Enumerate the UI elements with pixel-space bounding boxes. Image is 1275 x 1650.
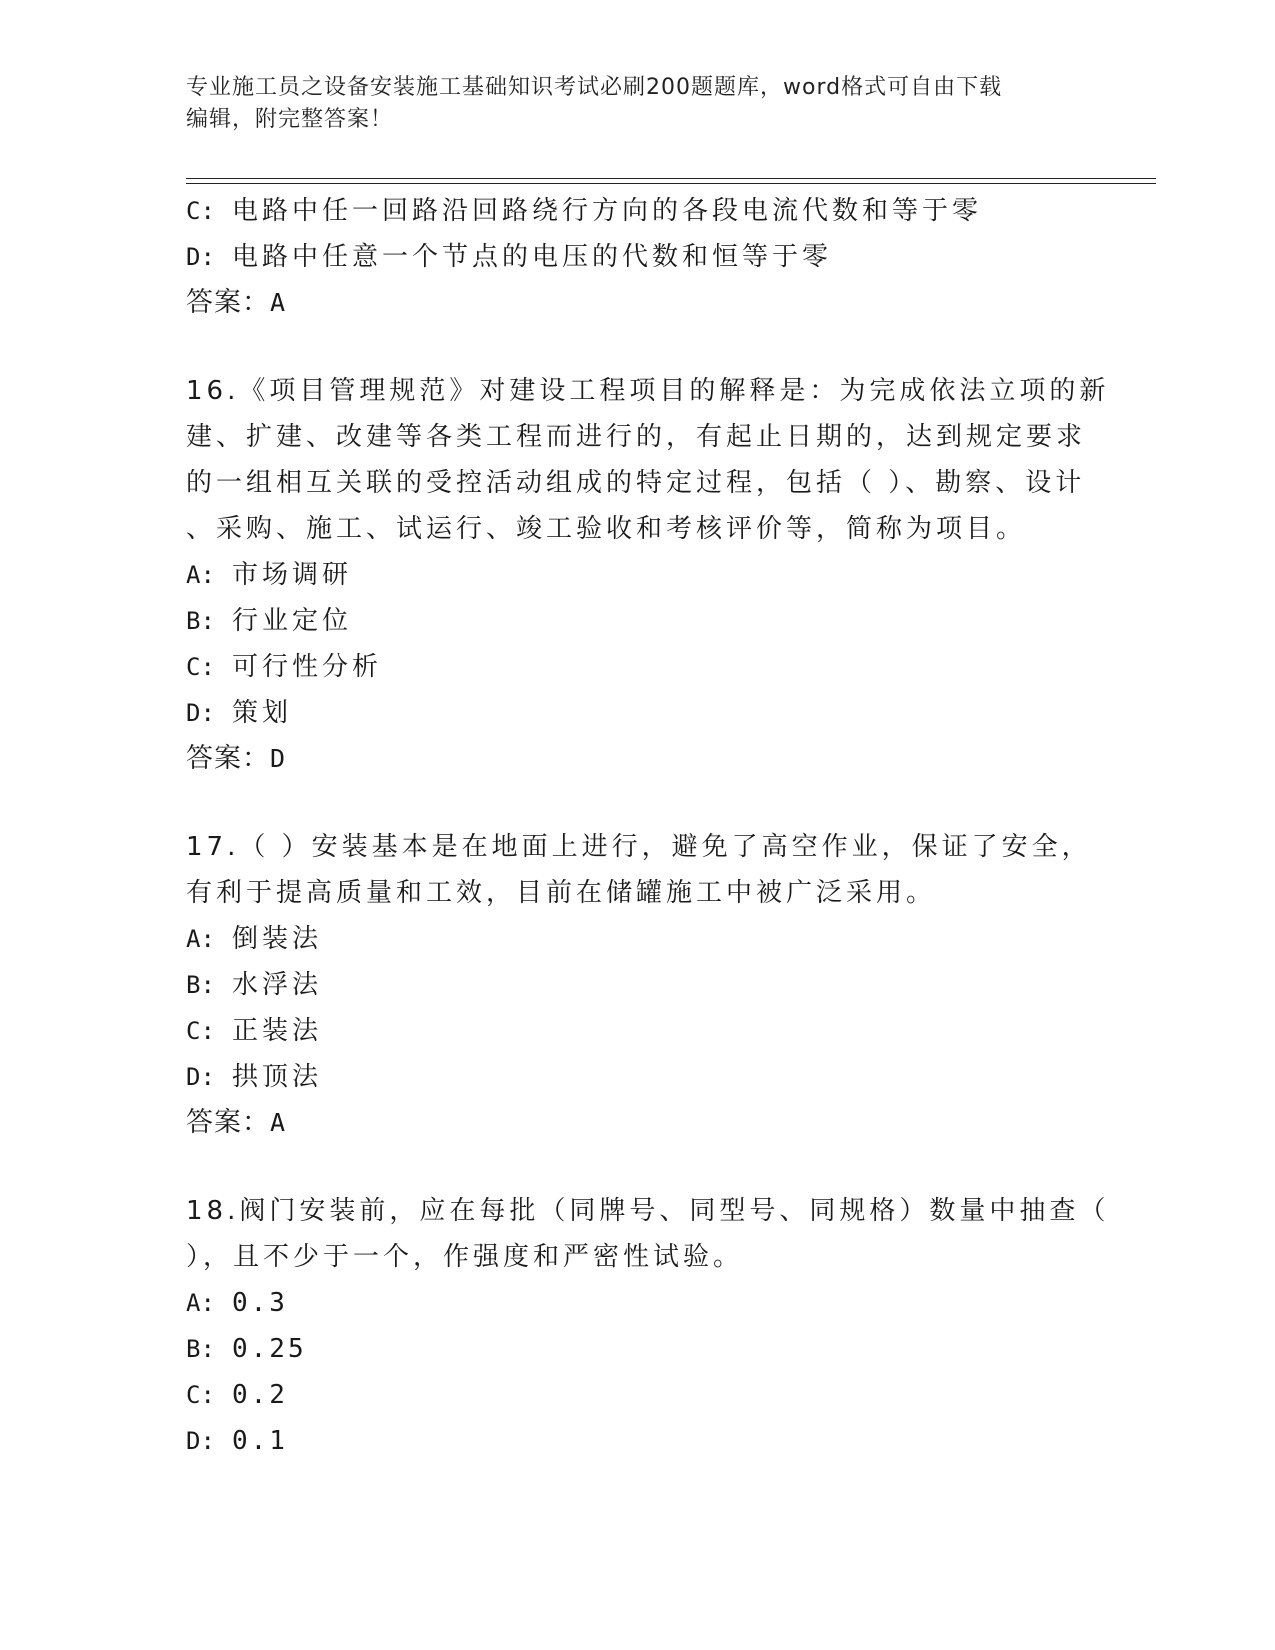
option-letter: C: xyxy=(186,1017,215,1045)
option-letter: D: xyxy=(186,243,215,271)
option-text: 电路中任一回路沿回路绕行方向的各段电流代数和等于零 xyxy=(232,196,983,226)
option-letter: A: xyxy=(186,561,215,589)
option-text: 行业定位 xyxy=(232,606,353,636)
option-d xyxy=(186,234,1086,280)
question-text-line: 建、扩建、改建等各类工程而进行的，有起止日期的，达到规定要求 xyxy=(186,422,1087,452)
option-a xyxy=(186,916,1086,962)
option-d xyxy=(186,1418,1086,1464)
option-text: 0.2 xyxy=(232,1380,288,1410)
option-letter: C: xyxy=(186,653,215,681)
option-text: 0.3 xyxy=(232,1288,288,1318)
answer-label: 答案： xyxy=(186,287,270,318)
question-text-line: 18.阀门安装前，应在每批（同牌号、同型号、同规格）数量中抽查（ xyxy=(186,1196,1110,1226)
header-title-line-2: 编辑，附完整答案！ xyxy=(186,107,394,132)
answer-label: 答案： xyxy=(186,743,270,774)
answer-value: A xyxy=(270,288,287,317)
option-letter: B: xyxy=(186,607,215,635)
option-text: 0.25 xyxy=(232,1334,307,1364)
option-letter: B: xyxy=(186,1335,215,1363)
option-letter: D: xyxy=(186,1427,215,1455)
option-b xyxy=(186,598,1086,644)
option-text: 水浮法 xyxy=(232,970,323,1000)
question-text-line: 有利于提高质量和工效，目前在储罐施工中被广泛采用。 xyxy=(186,878,937,908)
option-letter: D: xyxy=(186,699,215,727)
answer-value: D xyxy=(270,744,287,773)
option-text: 市场调研 xyxy=(232,560,353,590)
option-text: 电路中任意一个节点的电压的代数和恒等于零 xyxy=(232,242,833,272)
option-letter: D: xyxy=(186,1063,215,1091)
answer-label: 答案： xyxy=(186,1107,270,1138)
option-a xyxy=(186,1280,1086,1326)
answer-line xyxy=(186,736,1086,782)
question-text-line: 、采购、施工、试运行、竣工验收和考核评价等，简称为项目。 xyxy=(186,514,1027,544)
option-letter: C: xyxy=(186,1381,215,1409)
question-text-line: 16.《项目管理规范》对建设工程项目的解释是：为完成依法立项的新 xyxy=(186,376,1110,406)
question-16 xyxy=(186,368,1110,782)
option-text: 可行性分析 xyxy=(232,652,383,682)
option-d xyxy=(186,690,1086,736)
option-text: 倒装法 xyxy=(232,924,323,954)
option-a xyxy=(186,552,1086,598)
answer-value: A xyxy=(270,1108,287,1137)
option-text: 正装法 xyxy=(232,1016,323,1046)
option-letter: C: xyxy=(186,197,215,225)
option-c xyxy=(186,188,1086,234)
option-c xyxy=(186,1008,1086,1054)
question-18 xyxy=(186,1188,1110,1464)
option-letter: A: xyxy=(186,1289,215,1317)
question-15-tail xyxy=(186,188,1086,326)
option-text: 0.1 xyxy=(232,1426,288,1456)
option-text: 拱顶法 xyxy=(232,1062,323,1092)
question-text-line: 17.（ ）安装基本是在地面上进行，避免了高空作业，保证了安全， xyxy=(186,832,1092,862)
answer-line xyxy=(186,280,1086,326)
option-b xyxy=(186,1326,1086,1372)
option-letter: A: xyxy=(186,925,215,953)
option-b xyxy=(186,962,1086,1008)
option-c xyxy=(186,1372,1086,1418)
option-letter: B: xyxy=(186,971,215,999)
header-divider-top xyxy=(186,178,1156,179)
header-divider-bottom xyxy=(186,183,1156,184)
answer-line xyxy=(186,1100,1086,1146)
option-text: 策划 xyxy=(232,698,293,728)
option-d xyxy=(186,1054,1086,1100)
document-header xyxy=(186,72,1086,136)
question-17 xyxy=(186,824,1092,1146)
question-content xyxy=(186,188,1110,1464)
question-text-line: ），且不少于一个，作强度和严密性试验。 xyxy=(186,1242,744,1272)
question-text-line: 的一组相互关联的受控活动组成的特定过程，包括（ ）、勘察、设计 xyxy=(186,468,1086,498)
option-c xyxy=(186,644,1086,690)
header-title-line-1: 专业施工员之设备安装施工基础知识考试必刷200题题库，word格式可自由下载 xyxy=(186,75,1003,100)
